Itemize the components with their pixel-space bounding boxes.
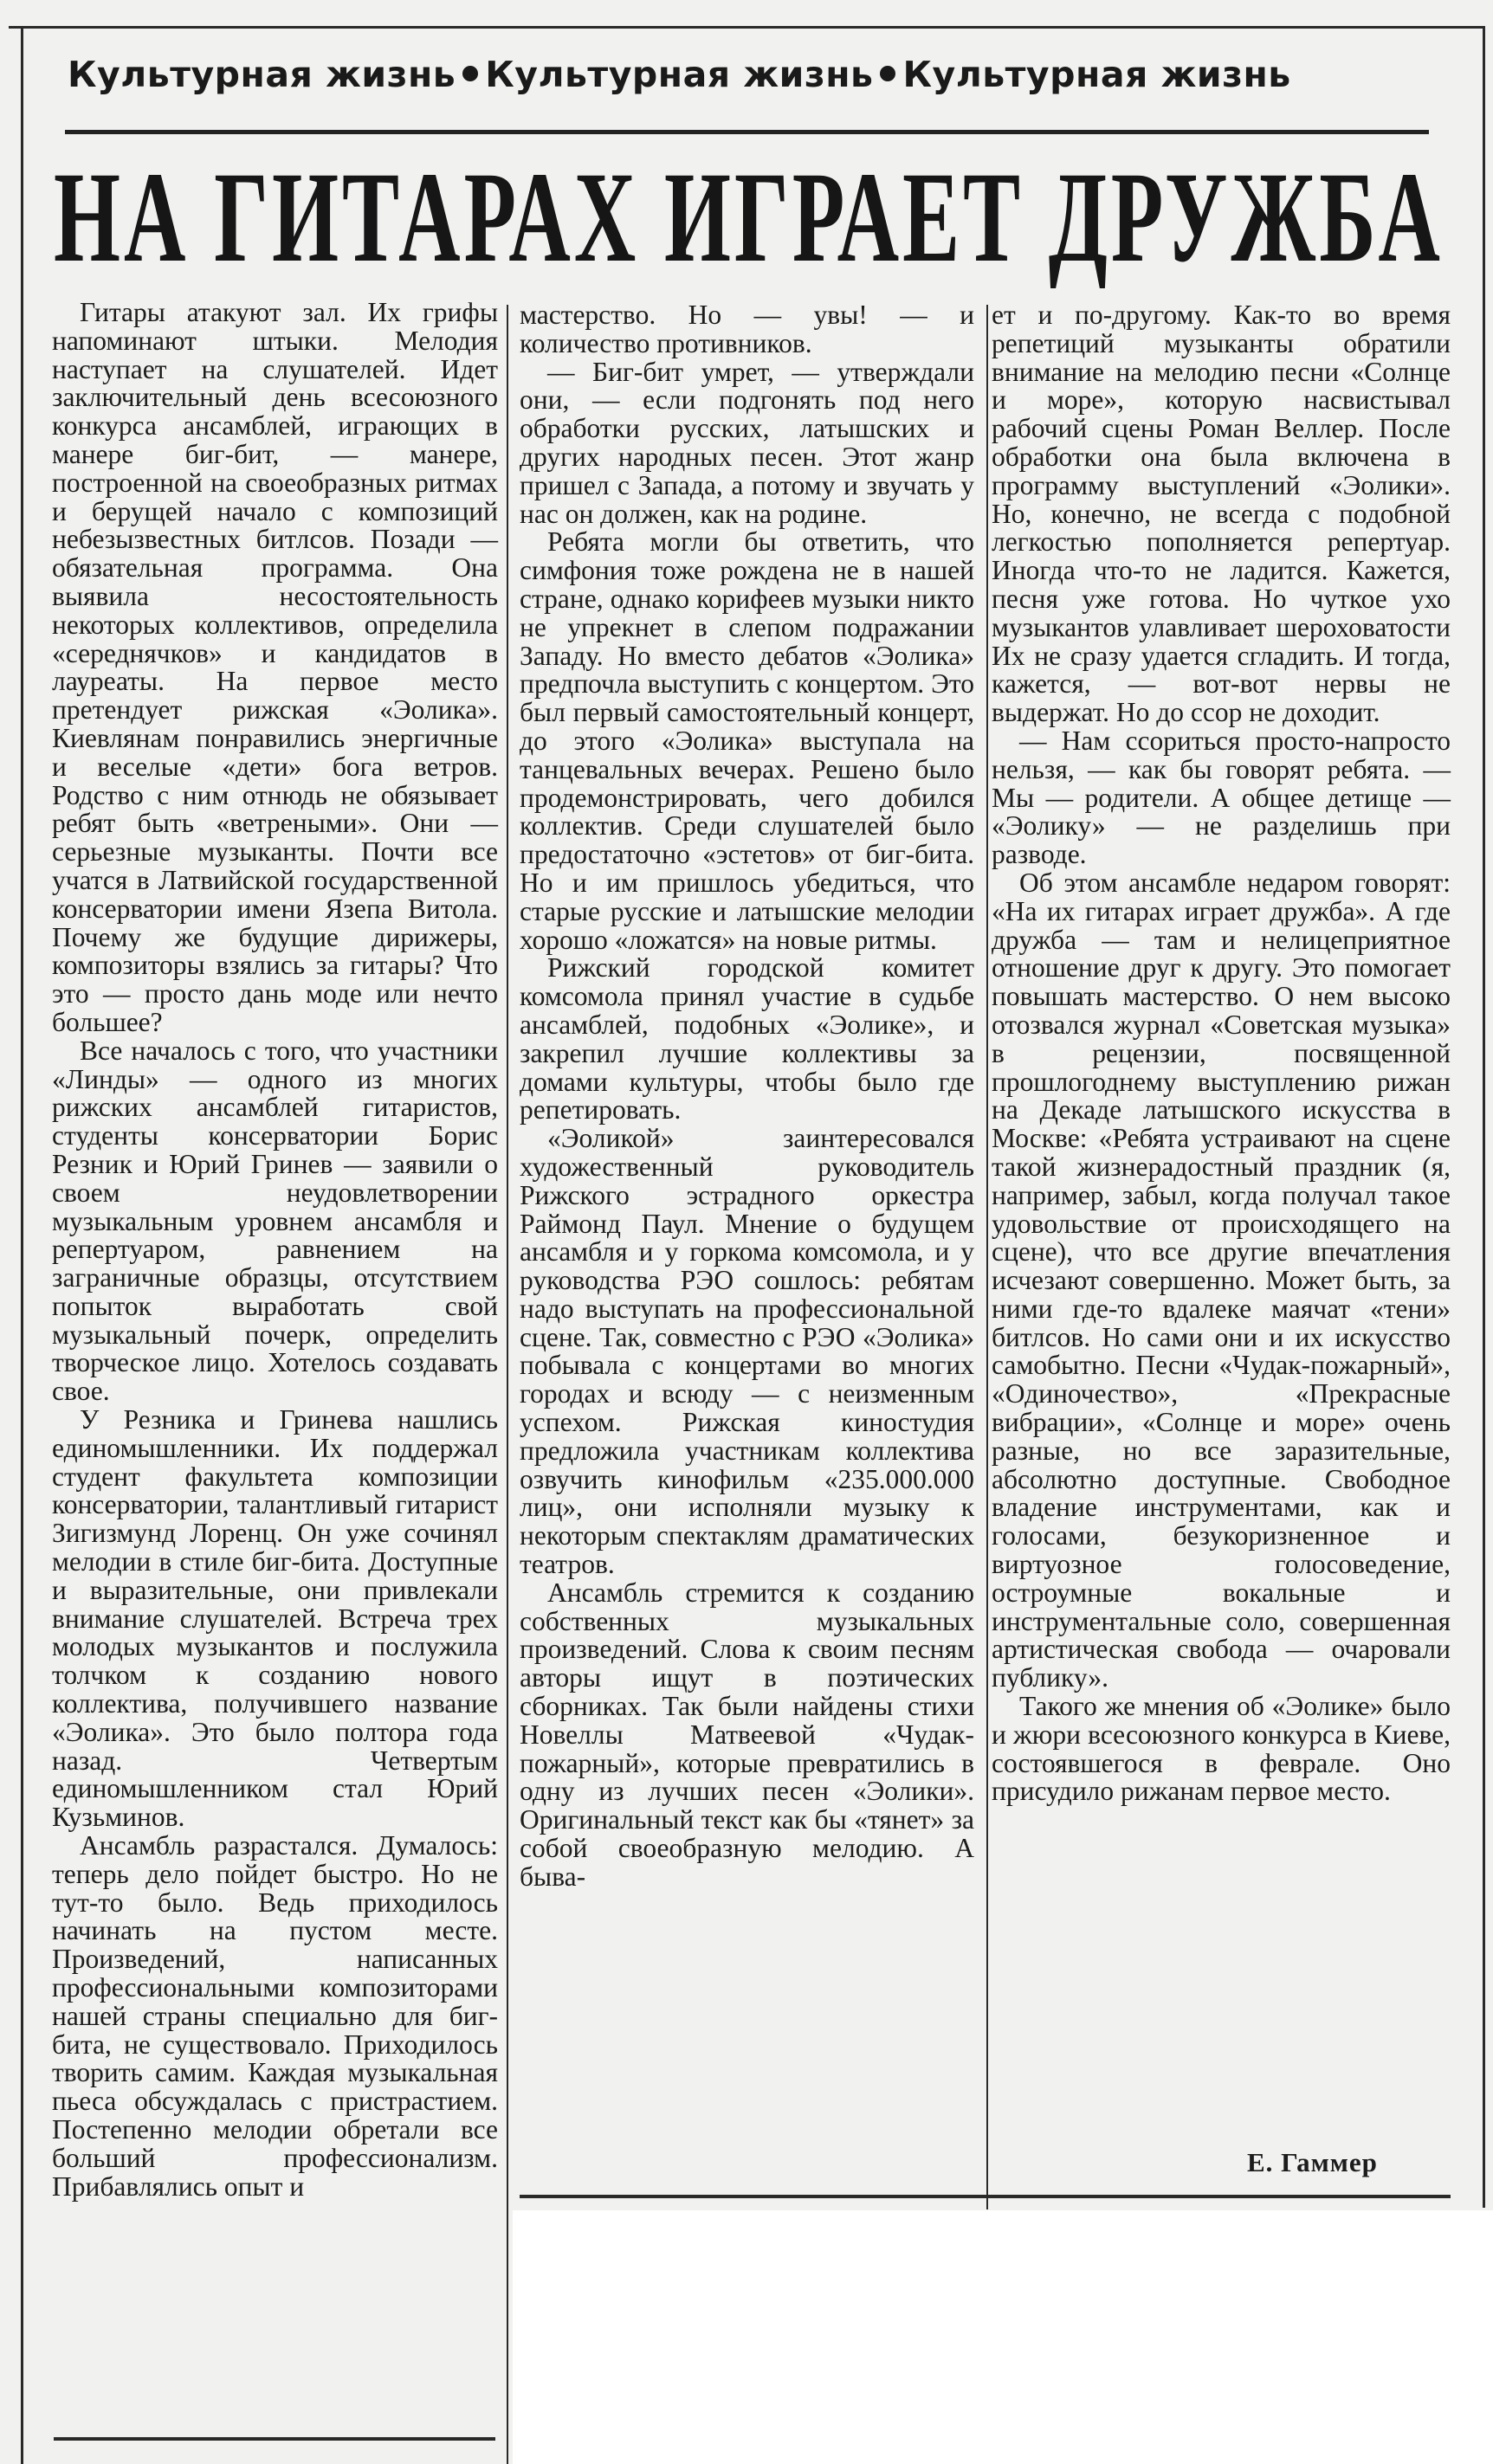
bullet-icon	[880, 66, 895, 81]
frame-left-rule	[21, 26, 23, 2464]
column-divider	[507, 305, 508, 2464]
paragraph: Ребята могли бы ответить, что симфония тоже рождена не в нашей стране, однако корифеев музыки никто не упрекнет в слепом подражании Западу. Но вместо дебатов «Эолика» предпочла выступить с концертом. Это был первый самостоятельный концерт, до этого «Эолика» выступала на танцевальных вечерах. Решено было продемонстрировать, чего добился коллектив. Среди слушателей было предостаточно «эстетов» от биг-бита. Но и им пришлось убедиться, что старые русские и латышские мелодии хорошо «ложатся» на новые ритмы.	[520, 526, 974, 955]
paragraph: — Биг-бит умрет, — утверждали они, — если подгонять под него обработки русских, латышских и других народных песен. Этот жанр пришел с Запада, а потому и звучать у нас он должен, как на родине.	[520, 356, 974, 529]
paragraph: мастерство. Но — увы! — и количество противников.	[520, 300, 974, 358]
paragraph: Ансамбль стремится к созданию собственных музыкальных произведений. Слова к своим песням авторы ищут в поэтических сборниках. Так были найдены стихи Новеллы Матвеевой «Чудак-пожарный», которые превратились в одну из лучших песен «Эолики». Оригинальный текст как бы «тянет» за собой своеобразную мелодию. А быва-	[520, 1577, 974, 1892]
article-column-left	[52, 299, 498, 2201]
rubric-item: Культурная жизнь	[902, 54, 1291, 95]
bottom-rule	[54, 2437, 495, 2441]
rubric-item: Культурная жизнь	[68, 54, 456, 95]
paragraph: ет и по-другому. Как-то во время репетиций музыканты обратили внимание на мелодию песни «Солнце и море», которую насвистывал рабочий сцены Роман Веллер. После обработки она была включена в программу выступлений «Эолики». Но, конечно, не всегда с подобной легкостью пополняется репертуар. Иногда что-то не ладится. Кажется, песня уже готова. Но чуткое ухо музыкантов улавливает шероховатости Их не сразу удается сгладить. И тогда, кажется, — вот-вот нервы не выдержат. Но до ссор не доходит.	[992, 300, 1451, 728]
column-divider	[986, 305, 988, 2209]
author-byline: Е. Гаммер	[1247, 2147, 1378, 2177]
article-column-middle	[520, 301, 974, 1892]
paragraph: Гитары атакуют зал. Их грифы напоминают штыки. Мелодия наступает на слушателей. Идет заключительный день всесоюзного конкурса ансамблей, играющих в манере биг-бит, — манере, построенной на своеобразных ритмах и берущей начало с композиций небезызвестных битлсов. Позади — обязательная программа. Она выявила несостоятельность некоторых коллективов, определила «середнячков» и кандидатов в лауреаты. На первое место претендует рижская «Эолика». Киевлянам понравились энергичные и веселые «дети» бога ветров. Родство с ним отнюдь не обязывает ребят быть «ветреными». Они — серьезные музыканты. Почти все учатся в Латвийской государственной консерватории имени Язепа Витола. Почему же будущие дирижеры, композиторы взялись за гитары? Что это — просто дань моде или нечто большее?	[52, 297, 498, 1037]
paragraph: «Эоликой» заинтересовался художественный руководитель Рижского эстрадного оркестра Раймонд Паул. Мнение о будущем ансамбля и у горкома комсомола, и у руководства РЭО сошлось: ребятам надо выступать на профессиональной сцене. Так, совместно с РЭО «Эолика» побывала с концертами во многих городах и всюду — с неизменным успехом. Рижская киностудия предложила участникам коллектива озвучить кинофильм «235.000.000 лиц», они исполняли музыку к некоторым спектаклям драматических театров.	[520, 1123, 974, 1580]
paragraph: У Резника и Гринева нашлись единомышленники. Их поддержал студент факультета композиции консерватории, талантливый гитарист Зигизмунд Лоренц. Он уже сочинял мелодии в стиле биг-бита. Доступные и выразительные, они привлекали внимание слушателей. Встреча трех молодых музыкантов и послужила толчком к созданию нового коллектива, получившего название «Эолика». Это было полтора года назад. Четвертым единомышленником стал Юрий Кузьминов.	[52, 1404, 498, 1833]
frame-right-rule	[1483, 26, 1485, 2208]
paragraph: Все началось с того, что участники «Линды» — одного из многих рижских ансамблей гитаристов, студенты консерватории Борис Резник и Юрий Гринев — заявили о своем неудовлетворении музыкальным уровнем ансамбля и репертуаром, равнением на заграничные образцы, отсутствием попыток выработать свой музыкальный почерк, определить творческое лицо. Хотелось создавать свое.	[52, 1035, 498, 1407]
rubric-rule	[65, 130, 1429, 134]
bullet-icon	[462, 66, 478, 81]
section-rubric	[68, 54, 1419, 95]
bottom-rule	[520, 2195, 1451, 2198]
paragraph: — Нам ссориться просто-напросто нельзя, — как бы говорят ребята. — Мы — родители. А общее детище — «Эолику» — не разделишь при разводе.	[992, 725, 1451, 870]
frame-top-rule	[9, 26, 1485, 29]
blank-margin	[513, 2210, 1493, 2464]
paragraph: Рижский городской комитет комсомола принял участие в судьбе ансамблей, подобных «Эолике», и закрепил лучшие коллективы за домами культуры, чтобы было где репетировать.	[520, 952, 974, 1126]
article-headline: НА ГИТАРАХ ИГРАЕТ ДРУЖБА	[54, 145, 1444, 289]
paragraph: Ансамбль разрастался. Думалось: теперь дело пойдет быстро. Но не тут-то было. Ведь приходилось начинать на пустом месте. Произведений, написанных профессиональными композиторами нашей страны специально для биг-бита, не существовало. Приходилось творить самим. Каждая музыкальная пьеса обсуждалась с пристрастием. Постепенно мелодии обретали все больший профессионализм. Прибавлялись опыт и	[52, 1830, 498, 2202]
article-column-right	[992, 301, 1451, 1806]
paragraph: Об этом ансамбле недаром говорят: «На их гитарах играет дружба». А где дружба — там и нелицеприятное отношение друг к другу. Это помогает повышать мастерство. О нем высоко отозвался журнал «Советская музыка» в рецензии, посвященной прошлогоднему выступлению рижан на Декаде латышского искусства в Москве: «Ребята устраивают на сцене такой жизнерадостный праздник (я, например, забыл, когда получал такое удовольствие от происходящего на сцене), что все другие впечатления исчезают совершенно. Может быть, за ними где-то вдалеке маячат «тени» битлсов. Но сами они и их искусство самобытно. Песни «Чудак-пожарный», «Одиночество», «Прекрасные вибрации», «Солнце и море» очень разные, но все заразительные, абсолютно доступные. Свободное владение инструментами, как и голосами, безукоризненное и виртуозное голосоведение, остроумные вокальные и инструментальные соло, совершенная артистическая свобода — очаровали публику».	[992, 867, 1451, 1693]
paragraph: Такого же мнения об «Эолике» было и жюри всесоюзного конкурса в Киеве, состоявшегося в феврале. Оно присудило рижанам первое место.	[992, 1691, 1451, 1807]
rubric-item: Культурная жизнь	[485, 54, 874, 95]
